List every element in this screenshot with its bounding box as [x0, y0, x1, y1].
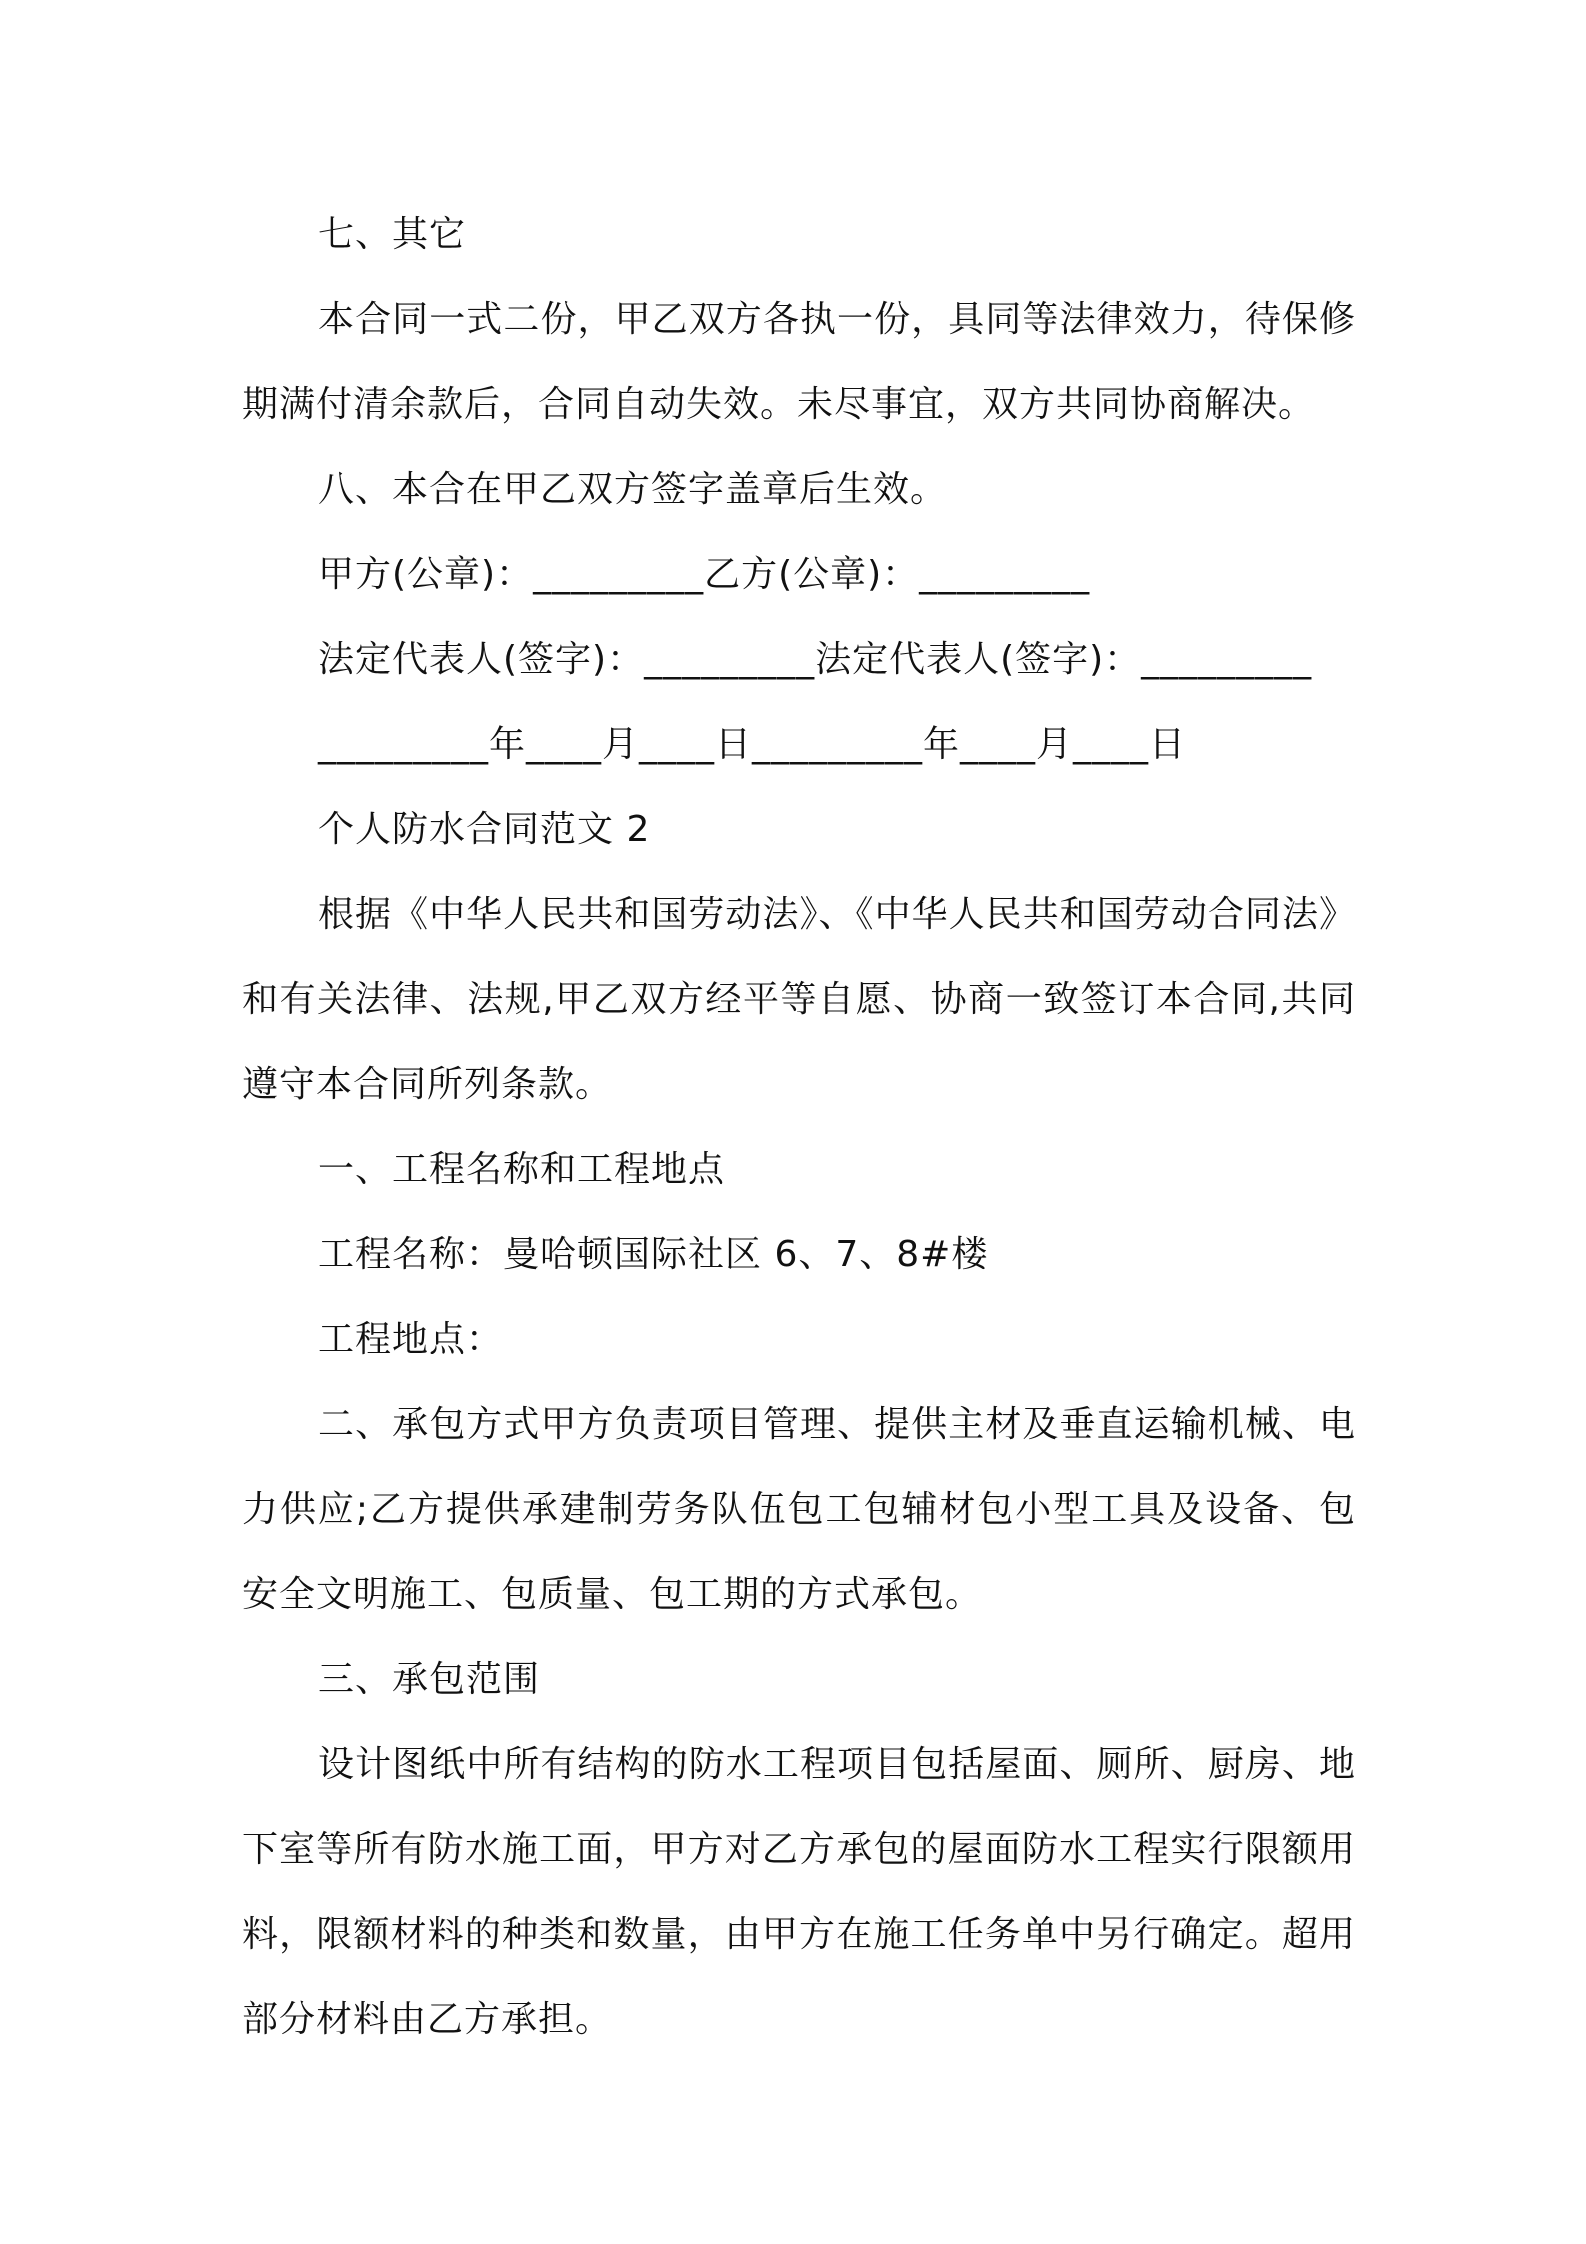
paragraph-copies: 本合同一式二份，甲乙双方各执一份，具同等法律效力，待保修期满付清余款后，合同自动失效。未尽事宜，双方共同协商解决。: [242, 299, 1356, 425]
project-location-line: 工程地点：: [318, 1319, 504, 1360]
section-heading-scope: 三、承包范围: [318, 1659, 541, 1700]
paragraph-scope: 设计图纸中所有结构的防水工程项目包括屋面、厕所、厨房、地下室等所有防水施工面，甲方对乙方承包的屋面防水工程实行限额用料，限额材料的种类和数量，由甲方在施工任务单中另行确定。超用部分材料由乙方承担。: [242, 1744, 1356, 2040]
section-heading-project: 一、工程名称和工程地点: [318, 1149, 726, 1190]
paragraph-contract-method: 二、承包方式甲方负责项目管理、提供主材及垂直运输机械、电力供应;乙方提供承建制劳务队伍包工包辅材包小型工具及设备、包安全文明施工、包质量、包工期的方式承包。: [242, 1404, 1356, 1615]
signature-seal-line: 甲方(公章)：_________乙方(公章)：_________: [318, 554, 1091, 595]
signature-date-line: _________年____月____日_________年____月____日: [318, 724, 1186, 765]
signature-representative-line: 法定代表人(签字)：_________法定代表人(签字)：_________: [318, 639, 1313, 680]
project-name-line: 工程名称：曼哈顿国际社区 6、7、8#楼: [318, 1234, 989, 1275]
section-heading-effective: 八、本合在甲乙双方签字盖章后生效。: [318, 469, 948, 510]
paragraph-legal-basis: 根据《中华人民共和国劳动法》、《中华人民共和国劳动合同法》和有关法律、法规,甲乙双方经平等自愿、协商一致签订本合同,共同遵守本合同所列条款。: [242, 894, 1356, 1105]
document-body: [242, 192, 1356, 2062]
contract-title-2: 个人防水合同范文 2: [318, 809, 651, 850]
section-heading-other: 七、其它: [318, 214, 467, 255]
